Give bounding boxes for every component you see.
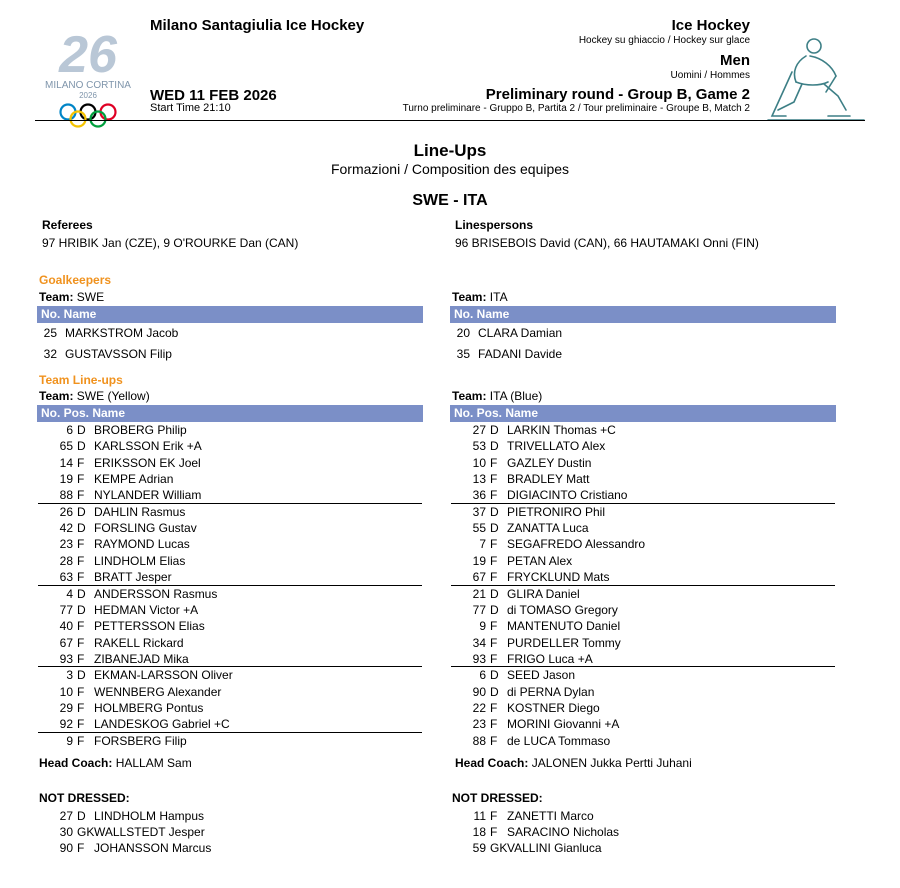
ita-player-row: [450, 504, 830, 520]
page-title: Line-Ups: [413, 141, 487, 160]
player-position: D: [77, 586, 86, 601]
player-position: GK: [490, 841, 508, 855]
player-name: ZANETTI Marco: [507, 809, 594, 823]
player-position: D: [490, 521, 499, 536]
player-position: F: [490, 717, 498, 732]
player-name: VALLINI Gianluca: [507, 841, 602, 855]
ita-goalkeeper-row: [450, 325, 830, 341]
line-separator: [38, 666, 422, 667]
swe-player-row: [37, 716, 417, 732]
player-number: 22: [472, 700, 486, 715]
player-number: 25: [43, 326, 57, 340]
player-name: NYLANDER William: [94, 488, 202, 503]
swe-player-row: [37, 733, 417, 749]
player-number: 88: [59, 488, 73, 503]
player-name: KOSTNER Diego: [507, 700, 600, 715]
player-name: FORSBERG Filip: [94, 733, 187, 748]
player-number: 26: [59, 504, 73, 519]
team-label: Team:: [452, 389, 487, 403]
player-name: KEMPE Adrian: [94, 472, 174, 487]
player-number: 23: [59, 537, 73, 552]
player-position: D: [490, 586, 499, 601]
player-position: F: [490, 553, 498, 568]
player-name: MORINI Giovanni +A: [507, 717, 620, 732]
player-name: LINDHOLM Hampus: [94, 809, 205, 823]
player-position: D: [77, 423, 86, 437]
player-name: SARACINO Nicholas: [507, 825, 620, 839]
player-name: LANDESKOG Gabriel +C: [94, 717, 230, 732]
swe-head-coach-line: [39, 756, 192, 770]
head-coach-label: Head Coach:: [39, 756, 113, 770]
gender-title: Men: [720, 52, 750, 69]
player-number: 10: [59, 684, 73, 699]
player-number: 4: [66, 586, 73, 601]
round-subtitle: Turno preliminare - Gruppo B, Partita 2 / Tour preliminaire - Groupe B, Match 2: [402, 103, 750, 114]
ita-player-row: [450, 667, 830, 683]
player-position: F: [77, 472, 85, 487]
player-name: SEGAFREDO Alessandro: [507, 537, 646, 552]
player-name: WENNBERG Alexander: [94, 684, 222, 699]
player-name: ANDERSSON Rasmus: [94, 586, 218, 601]
player-position: F: [77, 651, 85, 666]
player-position: F: [77, 733, 85, 748]
ita-player-row: [450, 569, 830, 585]
player-number: 19: [472, 553, 486, 568]
player-position: F: [490, 455, 498, 470]
linespersons-label: Linespersons: [455, 218, 534, 232]
swe-player-row: [37, 438, 417, 454]
line-separator: [38, 503, 422, 504]
player-position: F: [77, 841, 85, 855]
player-name: FORSLING Gustav: [94, 521, 197, 536]
player-name: HEDMAN Victor +A: [94, 602, 199, 617]
ita-player-row: [450, 602, 830, 618]
ita-player-row: [450, 824, 830, 840]
svg-text:MILANO CORTINA: MILANO CORTINA: [45, 80, 131, 91]
line-separator: [38, 585, 422, 586]
player-position: F: [77, 455, 85, 470]
gender-subtitle: Uomini / Hommes: [670, 70, 750, 81]
ita-player-row: [450, 536, 830, 552]
player-number: 23: [472, 717, 486, 732]
player-number: 90: [59, 841, 73, 855]
player-name: FADANI Davide: [478, 347, 563, 361]
player-name: BRADLEY Matt: [507, 472, 590, 487]
ita-player-row: [450, 586, 830, 602]
player-number: 13: [472, 472, 486, 487]
ita-player-row: [450, 733, 830, 749]
swe-player-row: [37, 471, 417, 487]
player-name: ERIKSSON EK Joel: [94, 455, 201, 470]
svg-text:2026: 2026: [79, 91, 97, 100]
match-title: SWE - ITA: [412, 192, 488, 209]
ita-player-row: [450, 684, 830, 700]
referees-label: Referees: [42, 218, 93, 232]
player-name: RAYMOND Lucas: [94, 537, 190, 552]
player-name: KARLSSON Erik +A: [94, 439, 202, 454]
ita-gk-team-line: [452, 290, 508, 304]
swe-goalkeeper-row: [37, 346, 417, 362]
player-name: PURDELLER Tommy: [507, 635, 621, 650]
player-name: LINDHOLM Elias: [94, 553, 186, 568]
swe-gk-team-line: [39, 290, 104, 304]
player-name: di TOMASO Gregory: [507, 602, 618, 617]
swe-player-row: [37, 684, 417, 700]
player-number: 21: [472, 586, 486, 601]
player-number: 40: [59, 619, 73, 634]
player-position: D: [77, 668, 86, 683]
player-position: F: [490, 619, 498, 634]
player-position: F: [77, 635, 85, 650]
swe-player-row: [37, 602, 417, 618]
ita-gk-team: ITA: [489, 290, 508, 304]
player-name: SEED Jason: [507, 668, 576, 683]
player-position: F: [490, 733, 498, 748]
player-number: 32: [43, 347, 57, 361]
swe-gk-header: No. Name: [37, 306, 423, 323]
swe-lineup-header: No. Pos. Name: [37, 405, 423, 422]
player-position: F: [490, 825, 498, 839]
player-name: PETAN Alex: [507, 553, 573, 568]
player-number: 53: [472, 439, 486, 454]
ita-player-row: [450, 716, 830, 732]
ita-player-row: [450, 618, 830, 634]
ita-head-coach-line: [455, 756, 692, 770]
swe-player-row: [37, 808, 417, 824]
line-separator: [451, 666, 835, 667]
player-name: de LUCA Tommaso: [507, 733, 611, 748]
player-name: TRIVELLATO Alex: [507, 439, 606, 454]
player-position: D: [77, 439, 86, 454]
swe-player-row: [37, 422, 417, 438]
player-position: D: [77, 809, 86, 823]
player-number: 3: [66, 668, 73, 683]
swe-player-row: [37, 569, 417, 585]
player-name: PIETRONIRO Phil: [507, 504, 606, 519]
ita-player-row: [450, 840, 830, 856]
player-position: D: [77, 602, 86, 617]
player-name: ZIBANEJAD Mika: [94, 651, 189, 666]
player-position: D: [77, 521, 86, 536]
ita-player-row: [450, 700, 830, 716]
player-position: F: [490, 472, 498, 487]
player-number: 77: [472, 602, 486, 617]
player-name: GLIRA Daniel: [507, 586, 580, 601]
ita-not-dressed-label: NOT DRESSED:: [452, 791, 543, 805]
swe-player-row: [37, 536, 417, 552]
milano-cortina-logo: [38, 20, 138, 130]
player-name: JOHANSSON Marcus: [94, 841, 212, 855]
linespersons-list: 96 BRISEBOIS David (CAN), 66 HAUTAMAKI Onni (FIN): [455, 236, 759, 250]
ita-goalkeeper-row: [450, 346, 830, 362]
page-subtitle: Formazioni / Composition des equipes: [330, 161, 570, 177]
player-position: D: [77, 504, 86, 519]
player-name: BRATT Jesper: [94, 570, 172, 585]
player-number: 63: [59, 570, 73, 585]
swe-goalkeeper-row: [37, 325, 417, 341]
team-label: Team:: [452, 290, 487, 304]
swe-player-row: [37, 586, 417, 602]
player-name: BROBERG Philip: [94, 423, 187, 437]
player-name: DAHLIN Rasmus: [94, 504, 186, 519]
player-number: 35: [456, 347, 470, 361]
player-number: 67: [472, 570, 486, 585]
player-position: D: [490, 602, 499, 617]
ita-player-row: [450, 422, 830, 438]
player-name: LARKIN Thomas +C: [507, 423, 616, 437]
player-position: F: [490, 809, 498, 823]
player-position: F: [77, 684, 85, 699]
swe-gk-team: SWE: [76, 290, 105, 304]
ita-player-row: [450, 553, 830, 569]
player-name: FRIGO Luca +A: [507, 651, 593, 666]
player-number: 27: [59, 809, 73, 823]
player-name: MANTENUTO Daniel: [507, 619, 621, 634]
ita-lineup-header: No. Pos. Name: [450, 405, 836, 422]
player-position: F: [490, 537, 498, 552]
ita-player-row: [450, 651, 830, 667]
player-number: 93: [59, 651, 73, 666]
player-number: 92: [59, 717, 73, 732]
player-position: F: [490, 651, 498, 666]
player-number: 9: [479, 619, 486, 634]
player-name: DIGIACINTO Cristiano: [507, 488, 628, 503]
game-date: WED 11 FEB 2026: [150, 87, 277, 104]
player-position: F: [77, 488, 85, 503]
player-position: F: [490, 488, 498, 503]
player-position: F: [490, 635, 498, 650]
swe-head-coach: HALLAM Sam: [115, 756, 192, 770]
player-number: 27: [472, 423, 486, 437]
player-number: 20: [456, 326, 470, 340]
player-number: 93: [472, 651, 486, 666]
ita-player-row: [450, 438, 830, 454]
player-name: GAZLEY Dustin: [507, 455, 592, 470]
player-position: F: [490, 700, 498, 715]
goalkeepers-section-label: Goalkeepers: [39, 273, 112, 287]
player-name: WALLSTEDT Jesper: [94, 825, 205, 839]
player-number: 29: [59, 700, 73, 715]
player-number: 30: [59, 825, 73, 839]
player-name: HOLMBERG Pontus: [94, 700, 204, 715]
swe-player-row: [37, 667, 417, 683]
player-position: F: [77, 553, 85, 568]
ita-player-row: [450, 455, 830, 471]
player-position: D: [490, 504, 499, 519]
player-name: PETTERSSON Elias: [94, 619, 205, 634]
player-number: 9: [66, 733, 73, 748]
head-coach-label: Head Coach:: [455, 756, 529, 770]
player-position: D: [490, 423, 499, 437]
player-number: 10: [472, 455, 486, 470]
player-number: 11: [473, 809, 486, 823]
ita-player-row: [450, 520, 830, 536]
player-position: F: [77, 537, 85, 552]
ita-player-row: [450, 808, 830, 824]
player-position: D: [490, 684, 499, 699]
player-name: ZANATTA Luca: [507, 521, 589, 536]
swe-player-row: [37, 553, 417, 569]
round-title: Preliminary round - Group B, Game 2: [485, 86, 750, 103]
player-number: 67: [59, 635, 73, 650]
swe-player-row: [37, 487, 417, 503]
swe-lineup-team: SWE (Yellow): [76, 389, 150, 403]
player-position: D: [490, 668, 499, 683]
svg-text:26: 26: [59, 26, 117, 84]
ita-player-row: [450, 471, 830, 487]
swe-player-row: [37, 824, 417, 840]
player-number: 42: [59, 521, 73, 536]
swe-lineup-team-line: [39, 389, 150, 403]
swe-player-row: [37, 618, 417, 634]
player-number: 37: [472, 504, 486, 519]
line-separator: [38, 732, 422, 733]
team-label: Team:: [39, 389, 74, 403]
swe-player-row: [37, 520, 417, 536]
player-position: F: [77, 619, 85, 634]
sport-title: Ice Hockey: [671, 17, 750, 34]
ita-player-row: [450, 487, 830, 503]
player-number: 7: [479, 537, 486, 552]
referees-list: 97 HRIBIK Jan (CZE), 9 O'ROURKE Dan (CAN): [42, 236, 299, 250]
player-name: GUSTAVSSON Filip: [65, 347, 172, 361]
sport-subtitle: Hockey su ghiaccio / Hockey sur glace: [578, 35, 750, 46]
ice-hockey-pictogram-icon: [766, 36, 866, 122]
player-number: 18: [472, 825, 486, 839]
player-number: 6: [66, 423, 73, 437]
ita-lineup-team-line: [452, 389, 542, 403]
player-number: 59: [472, 841, 486, 855]
player-number: 65: [59, 439, 73, 454]
player-name: EKMAN-LARSSON Oliver: [94, 668, 233, 683]
player-number: 77: [59, 602, 73, 617]
team-lineups-section-label: Team Line-ups: [39, 373, 123, 387]
line-separator: [451, 585, 835, 586]
player-number: 88: [472, 733, 486, 748]
swe-player-row: [37, 840, 417, 856]
swe-player-row: [37, 700, 417, 716]
ita-gk-header: No. Name: [450, 306, 836, 323]
player-number: 55: [472, 521, 486, 536]
header-divider: [35, 120, 865, 121]
ita-player-row: [450, 635, 830, 651]
player-number: 90: [472, 684, 486, 699]
player-position: F: [490, 570, 498, 585]
ita-lineup-team: ITA (Blue): [489, 389, 543, 403]
player-position: F: [77, 717, 85, 732]
player-number: 19: [59, 472, 73, 487]
player-name: FRYCKLUND Mats: [507, 570, 610, 585]
player-number: 36: [472, 488, 486, 503]
player-number: 6: [479, 668, 486, 683]
player-position: F: [77, 570, 85, 585]
player-position: F: [77, 700, 85, 715]
venue-title: Milano Santagiulia Ice Hockey: [150, 17, 365, 34]
team-label: Team:: [39, 290, 74, 304]
swe-player-row: [37, 635, 417, 651]
player-name: di PERNA Dylan: [507, 684, 595, 699]
start-time: Start Time 21:10: [150, 102, 231, 114]
player-position: GK: [77, 825, 95, 839]
swe-player-row: [37, 455, 417, 471]
swe-not-dressed-label: NOT DRESSED:: [39, 791, 130, 805]
line-separator: [451, 503, 835, 504]
swe-player-row: [37, 651, 417, 667]
player-position: D: [490, 439, 499, 454]
player-number: 34: [472, 635, 486, 650]
player-name: MARKSTROM Jacob: [65, 326, 179, 340]
swe-player-row: [37, 504, 417, 520]
player-name: RAKELL Rickard: [94, 635, 184, 650]
player-number: 14: [59, 455, 73, 470]
player-number: 28: [59, 553, 73, 568]
ita-head-coach: JALONEN Jukka Pertti Juhani: [531, 756, 692, 770]
player-name: CLARA Damian: [478, 326, 563, 340]
